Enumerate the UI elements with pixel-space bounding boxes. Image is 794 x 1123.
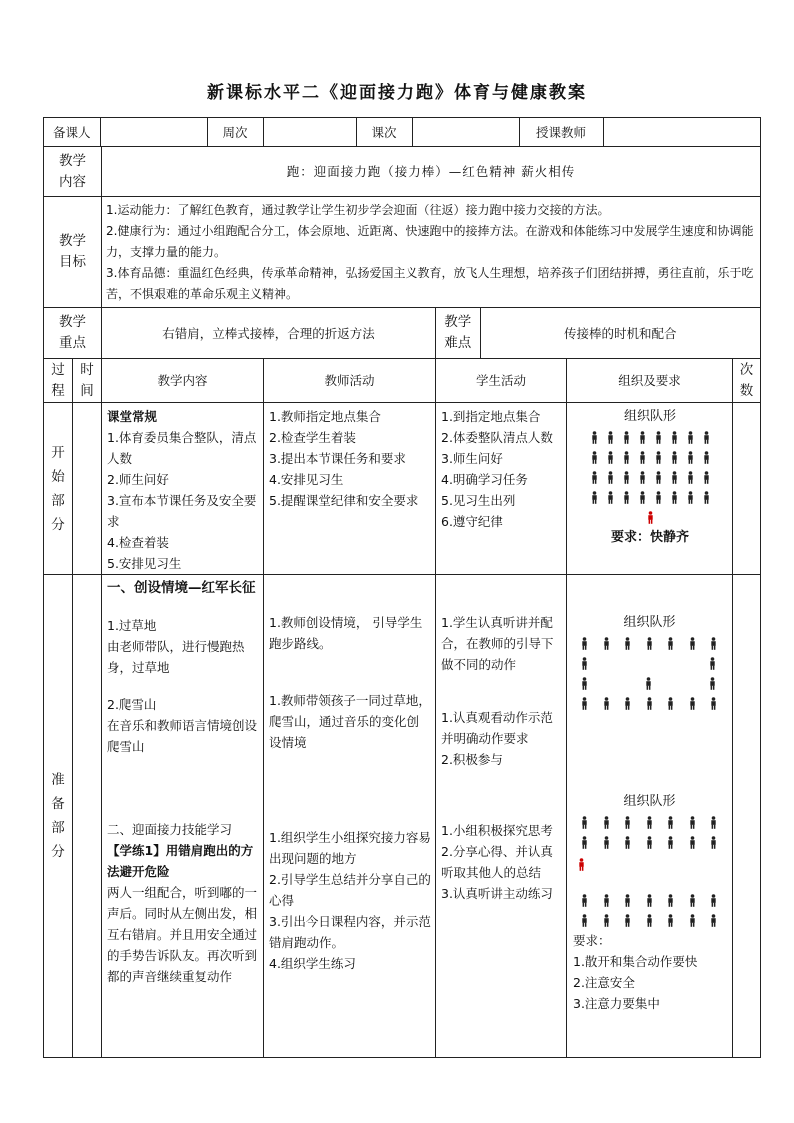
circle-formation-diagram	[569, 633, 730, 713]
student-figure-icon	[602, 914, 610, 927]
teacher-activity: 2.引导学生总结并分享自己的心得	[269, 872, 431, 908]
student-figure-icon	[623, 697, 631, 710]
section-prep-row	[44, 575, 761, 1058]
student-figure-icon	[580, 914, 588, 927]
goals-label: 教学目标	[44, 197, 102, 308]
formation-row	[572, 427, 728, 447]
line-formation-diagram	[569, 812, 730, 930]
student-figure-icon	[688, 894, 696, 907]
requirements-label: 要求：	[573, 933, 611, 948]
student-figure-icon	[708, 677, 717, 690]
student-figure-icon	[645, 836, 653, 849]
student-figure-icon	[623, 914, 631, 927]
student-figure-icon	[623, 637, 631, 650]
focus-row	[44, 308, 761, 359]
teacher-activity: 1.教师创设情境， 引导学生跑步路线。	[269, 615, 423, 651]
col-teacher: 教师活动	[264, 359, 436, 403]
key-point-label: 教学重点	[44, 308, 102, 359]
student-activity: 3.认真听讲主动练习	[441, 886, 553, 901]
student-figure-icon	[580, 677, 589, 690]
formation-row	[573, 890, 730, 910]
student-figure-icon	[638, 451, 647, 464]
routine-item: 3.宣布本节课任务及安全要求	[107, 493, 257, 529]
drill-title: 【学练1】用错肩跑出的方法避开危险	[107, 843, 254, 879]
student-figure-icon	[686, 471, 695, 484]
goal-item: 3.体育品德：重温红色经典，传承革命精神，弘扬爱国主义教育，放飞人生理想，培养孩子们团结拼搏，勇往直前，乐于吃苦，不惧艰难的革命乐观主义精神。	[106, 266, 754, 301]
student-figure-icon	[688, 816, 696, 829]
section-prep-teacher	[264, 575, 436, 1058]
student-figure-icon	[666, 914, 674, 927]
student-figure-icon	[666, 697, 674, 710]
lesson-label: 课次	[356, 118, 412, 146]
column-header-row	[44, 359, 761, 403]
teacher-figure-icon	[577, 858, 586, 871]
formation-row	[573, 910, 730, 930]
teacher-value	[603, 118, 761, 146]
scenario-item-title: 2.爬雪山	[107, 697, 157, 712]
section-prep-count	[733, 575, 761, 1058]
skill-section-title: 二、迎面接力技能学习	[107, 822, 233, 837]
student-figure-icon	[602, 894, 610, 907]
section-start-content	[102, 403, 264, 575]
student-figure-icon	[708, 657, 717, 670]
student-figure-icon	[686, 491, 695, 504]
goals-list	[102, 197, 761, 308]
student-activity: 1.学生认真听讲并配合，在教师的引导下做不同的动作	[441, 615, 554, 672]
student-figure-icon	[602, 836, 610, 849]
student-figure-icon	[654, 431, 663, 444]
page-title: 新课标水平二《迎面接力跑》体育与健康教案	[207, 83, 587, 103]
student-figure-icon	[709, 914, 717, 927]
student-figure-icon	[602, 816, 610, 829]
student-figure-icon	[645, 816, 653, 829]
teacher-label: 授课教师	[519, 118, 603, 146]
content-text: 跑：迎面接力跑（接力棒）—红色精神 薪火相传	[102, 147, 761, 197]
student-figure-icon	[590, 431, 599, 444]
formation-row	[573, 812, 730, 832]
goals-row	[44, 197, 761, 308]
student-figure-icon	[709, 697, 717, 710]
student-figure-icon	[623, 836, 631, 849]
formation-title: 组织队形	[623, 794, 676, 809]
student-figure-icon	[666, 894, 674, 907]
student-figure-icon	[670, 471, 679, 484]
student-figure-icon	[580, 637, 588, 650]
student-figure-icon	[688, 637, 696, 650]
formation-title: 组织队形	[623, 409, 676, 424]
col-content: 教学内容	[102, 359, 264, 403]
col-count: 次数	[733, 359, 761, 403]
formation-row	[573, 673, 730, 693]
formation-row	[573, 693, 730, 713]
student-figure-icon	[590, 471, 599, 484]
student-figure-icon	[709, 836, 717, 849]
col-organization: 组织及要求	[567, 359, 733, 403]
student-figure-icon	[606, 431, 615, 444]
student-figure-icon	[702, 491, 711, 504]
col-process: 过程	[44, 359, 73, 403]
student-figure-icon	[670, 431, 679, 444]
formation-title: 组织队形	[623, 615, 676, 630]
difficulty-text: 传接棒的时机和配合	[564, 325, 677, 341]
section-start-time	[73, 403, 102, 575]
student-figure-icon	[638, 431, 647, 444]
student-item: 4.明确学习任务	[441, 472, 528, 487]
formation-row	[573, 653, 730, 673]
formation-row	[572, 487, 728, 507]
student-item: 2.体委整队清点人数	[441, 430, 553, 445]
preparer-label: 备课人	[44, 118, 100, 146]
student-figure-icon	[606, 471, 615, 484]
goal-item: 2.健康行为：通过小组跑配合分工，体会原地、近距离、快速跑中的接捧方法。在游戏和体能练习中发展学生速度和协调能力，支撑力量的能力。	[106, 224, 754, 259]
lesson-plan-table	[43, 117, 761, 1058]
content-label: 教学内容	[44, 147, 102, 197]
student-figure-icon	[580, 697, 588, 710]
formation-requirement: 要求：快静齐	[610, 530, 689, 545]
student-activity: 1.认真观看动作示范并明确动作要求	[441, 710, 553, 746]
routine-item: 1.体育委员集合整队，清点人数	[107, 430, 257, 466]
difficulty-label: 教学难点	[436, 308, 480, 358]
teacher-item: 4.安排见习生	[269, 472, 344, 487]
scenario-item-text: 由老师带队，进行慢跑热身，过草地	[107, 639, 245, 675]
student-figure-icon	[644, 677, 653, 690]
student-figure-icon	[602, 697, 610, 710]
student-figure-icon	[670, 451, 679, 464]
student-figure-icon	[622, 471, 631, 484]
student-figure-icon	[688, 836, 696, 849]
teacher-activity: 1.组织学生小组探究接力容易出现问题的地方	[269, 830, 431, 866]
formation-diagram	[572, 427, 728, 527]
student-figure-icon	[686, 431, 695, 444]
student-figure-icon	[602, 637, 610, 650]
student-figure-icon	[645, 697, 653, 710]
col-student: 学生活动	[436, 359, 567, 403]
student-figure-icon	[670, 491, 679, 504]
student-figure-icon	[654, 451, 663, 464]
student-figure-icon	[709, 816, 717, 829]
section-start-name: 开始部分	[44, 403, 73, 575]
student-figure-icon	[709, 894, 717, 907]
student-activity: 2.分享心得、并认真听取其他人的总结	[441, 844, 553, 880]
teacher-activity: 1.教师带领孩子一同过草地，爬雪山，通过音乐的变化创设情境	[269, 693, 431, 750]
student-figure-icon	[622, 431, 631, 444]
student-figure-icon	[580, 836, 588, 849]
student-activity: 2.积极参与	[441, 752, 503, 767]
requirement-item: 2.注意安全	[573, 975, 635, 990]
student-figure-icon	[590, 451, 599, 464]
section-start-student	[436, 403, 567, 575]
routine-item: 2.师生问好	[107, 472, 169, 487]
scenario-title: 一、创设情境—红军长征	[107, 580, 256, 596]
student-figure-icon	[654, 491, 663, 504]
section-prep-organization	[567, 575, 733, 1058]
teacher-figure-icon	[646, 511, 655, 524]
content-row	[44, 147, 761, 197]
section-start-row	[44, 403, 761, 575]
student-figure-icon	[688, 914, 696, 927]
formation-row	[573, 633, 730, 653]
student-figure-icon	[580, 816, 588, 829]
teacher-item: 3.提出本节课任务和要求	[269, 451, 406, 466]
key-point-text: 右错肩，立棒式接棒，合理的折返方法	[102, 308, 436, 359]
student-figure-icon	[638, 491, 647, 504]
requirement-item: 1.散开和集合动作要快	[573, 954, 698, 969]
teacher-item: 1.教师指定地点集合	[269, 409, 381, 424]
student-activity: 1.小组积极探究思考	[441, 823, 553, 838]
student-figure-icon	[645, 894, 653, 907]
teacher-activity: 3.引出今日课程内容，并示范错肩跑动作。	[269, 914, 431, 950]
student-figure-icon	[645, 637, 653, 650]
student-item: 6.遵守纪律	[441, 514, 503, 529]
student-figure-icon	[580, 657, 589, 670]
col-time: 时间	[73, 359, 102, 403]
student-figure-icon	[622, 451, 631, 464]
student-item: 1.到指定地点集合	[441, 409, 541, 424]
student-figure-icon	[623, 816, 631, 829]
formation-row	[573, 832, 730, 852]
goal-item: 1.运动能力：了解红色教育，通过教学让学生初步学会迎面（往返）接力跑中接力交接的方法。	[106, 203, 610, 217]
student-figure-icon	[622, 491, 631, 504]
student-item: 3.师生问好	[441, 451, 503, 466]
teacher-position-row	[572, 507, 728, 527]
lesson-value	[412, 118, 519, 146]
student-figure-icon	[709, 637, 717, 650]
routine-item: 5.安排见习生	[107, 556, 182, 571]
drill-text: 两人一组配合，听到嘟的一声后。同时从左侧出发，相互右错肩。并且用安全通过的手势告诉队友。再次听到都的声音继续重复动作	[107, 885, 258, 984]
student-figure-icon	[686, 451, 695, 464]
section-prep-time	[73, 575, 102, 1058]
section-prep-name: 准备部分	[44, 575, 73, 1058]
week-label: 周次	[207, 118, 263, 146]
routine-item: 4.检查着装	[107, 535, 169, 550]
student-figure-icon	[666, 816, 674, 829]
student-figure-icon	[606, 451, 615, 464]
student-figure-icon	[702, 451, 711, 464]
student-figure-icon	[623, 894, 631, 907]
scenario-item-title: 1.过草地	[107, 618, 157, 633]
requirement-item: 3.注意力要集中	[573, 996, 660, 1011]
student-figure-icon	[666, 836, 674, 849]
section-prep-student	[436, 575, 567, 1058]
student-figure-icon	[645, 914, 653, 927]
student-item: 5.见习生出列	[441, 493, 516, 508]
week-value	[263, 118, 356, 146]
student-figure-icon	[666, 637, 674, 650]
preparer-value	[100, 118, 207, 146]
student-figure-icon	[688, 697, 696, 710]
student-figure-icon	[580, 894, 588, 907]
student-figure-icon	[702, 431, 711, 444]
student-figure-icon	[638, 471, 647, 484]
routine-title: 课堂常规	[107, 409, 158, 424]
difficulty-cell	[436, 308, 761, 359]
student-figure-icon	[590, 491, 599, 504]
teacher-position-row	[573, 852, 730, 876]
teacher-item: 5.提醒课堂纪律和安全要求	[269, 493, 419, 508]
section-start-organization	[567, 403, 733, 575]
section-start-count	[733, 403, 761, 575]
section-start-teacher	[264, 403, 436, 575]
student-figure-icon	[702, 471, 711, 484]
formation-row	[572, 447, 728, 467]
scenario-item-text: 在音乐和教师语言情境创设爬雪山	[107, 718, 258, 754]
teacher-item: 2.检查学生着装	[269, 430, 356, 445]
student-figure-icon	[654, 471, 663, 484]
formation-row	[572, 467, 728, 487]
header-row	[44, 118, 761, 147]
section-prep-content	[102, 575, 264, 1058]
student-figure-icon	[606, 491, 615, 504]
teacher-activity: 4.组织学生练习	[269, 956, 356, 971]
